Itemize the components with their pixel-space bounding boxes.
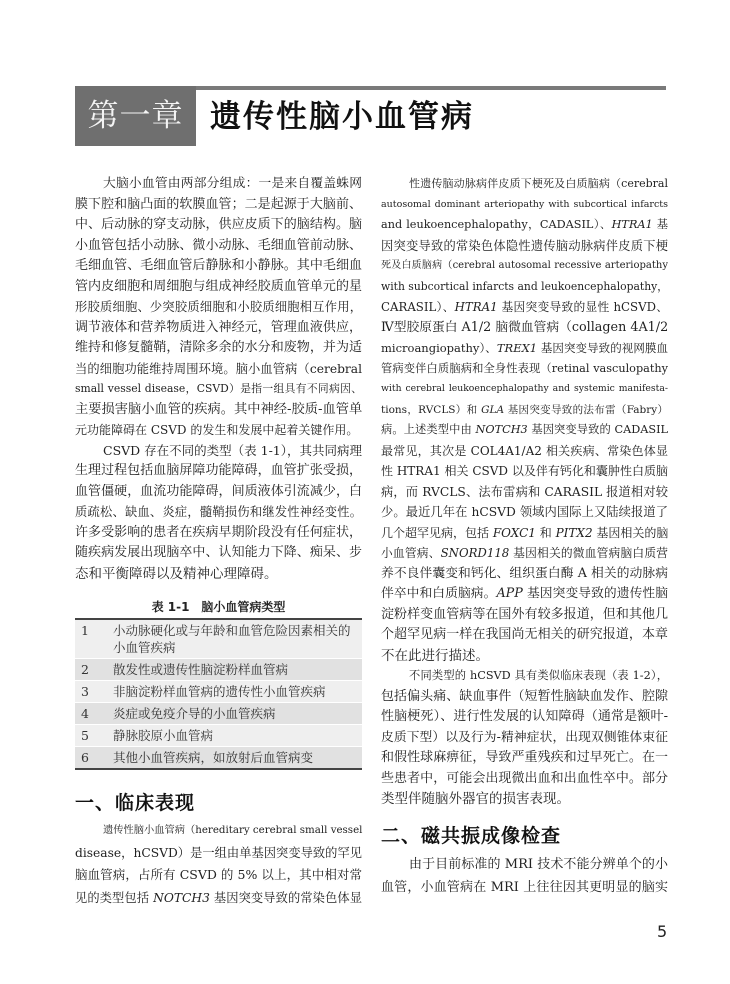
section-heading-clinical: 一、临床表现 <box>75 792 196 814</box>
text-segment: 个超罕见病一样在我国尚无相关的研究报道，本章 <box>381 627 668 642</box>
body-paragraph <box>75 174 362 441</box>
text-segment: and leukoencephalopathy，CADASIL）、 <box>381 218 612 231</box>
row-number: 1 <box>81 623 89 638</box>
text-line <box>381 338 668 359</box>
table-row <box>75 725 362 747</box>
row-number: 4 <box>81 706 89 721</box>
table-caption-number: 表 1-1 <box>151 600 190 614</box>
text-segment: tions，RVCLS）和 <box>381 403 482 416</box>
page-number: 5 <box>657 922 668 941</box>
text-line <box>381 277 668 298</box>
text-segment: 质疏松、缺血、炎症，髓鞘损伤和继发性神经变性。 <box>75 505 362 519</box>
body-paragraph <box>381 666 668 810</box>
text-line <box>381 482 668 503</box>
text-segment: 见的类型包括 <box>75 890 154 905</box>
text-line <box>75 461 362 482</box>
text-segment: 基因突变导致的 CADASIL <box>527 423 669 436</box>
text-line <box>75 297 362 318</box>
text-line <box>75 441 362 462</box>
text-line <box>381 236 668 257</box>
text-segment: 生理过程包括血脑屏障功能障碍，血管扩张受损， <box>75 463 362 478</box>
text-segment: microangiopathy）、 <box>381 341 497 355</box>
text-line <box>75 864 362 887</box>
text-segment: with subcortical infarcts and leukoencephalopathy， <box>381 279 668 293</box>
text-line <box>381 461 668 482</box>
text-line <box>381 543 668 564</box>
text-line <box>75 543 362 564</box>
text-line <box>381 174 668 195</box>
text-line <box>381 625 668 646</box>
gene-name: FOXC1 <box>492 525 536 540</box>
right-column-bottom <box>381 854 668 899</box>
text-segment: autosomal dominant arteriopathy with subcortical infarcts <box>381 198 668 210</box>
gene-name: NOTCH3 <box>475 423 528 436</box>
text-segment: 态和平衡障碍以及精神心理障碍。 <box>75 565 278 582</box>
gene-name: HTRA1 <box>454 300 498 314</box>
text-segment: 不在此进行描述。 <box>381 647 489 664</box>
text-segment: 当的细胞功能维持周围环境。脑小血管病（cerebral <box>75 361 362 376</box>
table-row <box>75 681 362 703</box>
table-row <box>75 619 362 659</box>
text-segment: 脑血管病，占所有 CSVD 的 5% 以上，其中相对常 <box>75 867 362 883</box>
text-segment: 随疾病发展出现脑卒中、认知能力下降、痴呆、步 <box>75 545 362 560</box>
text-line <box>75 842 362 865</box>
text-segment: 性 HTRA1 相关 CSVD 以及伴有钙化和囊肿性白质脑 <box>381 464 668 478</box>
text-segment: 最常见，其次是 COL4A1/A2 相关疾病、常染色体显 <box>381 443 668 458</box>
row-number: 2 <box>81 662 89 677</box>
text-line <box>75 236 362 257</box>
text-segment: 基因相关的脑 <box>592 525 669 540</box>
text-line <box>75 215 362 236</box>
text-line <box>381 646 668 667</box>
gene-name: HTRA1 <box>611 218 653 231</box>
text-segment: 和假性球麻痹征，导致严重残疾和过早死亡。在一 <box>381 750 668 765</box>
right-column <box>381 174 668 810</box>
row-text: 其他小血管疾病，如放射后血管病变 <box>113 750 314 765</box>
text-line <box>75 174 362 195</box>
text-line <box>381 584 668 605</box>
row-number: 3 <box>81 684 89 699</box>
text-line <box>75 359 362 380</box>
text-segment: 血管僵硬，血流功能障碍，间质液体引流减少，白 <box>75 483 362 499</box>
text-segment: 大脑小血管由两部分组成：一是来自覆盖蛛网 <box>103 176 362 191</box>
text-segment: 基因突变导致的法布雷（Fabry） <box>504 403 669 416</box>
row-text: 小动脉硬化或与年龄和血管危险因素相关的小血管疾病 <box>113 623 351 655</box>
row-text: 非脑淀粉样血管病的遗传性小血管疾病 <box>113 684 326 699</box>
text-line <box>381 297 668 318</box>
text-line <box>381 789 668 810</box>
text-line <box>75 379 362 400</box>
text-line <box>381 666 668 687</box>
text-segment: CSVD 存在不同的类型（表 1-1），其共同病理 <box>103 442 363 458</box>
chapter-label: 第一章 <box>75 86 196 146</box>
text-line <box>381 854 668 877</box>
gene-name: GLA <box>481 403 505 416</box>
table-caption <box>75 598 362 615</box>
text-line <box>381 420 668 441</box>
text-segment: 和 <box>535 525 556 540</box>
text-segment: 包括偏头痛、缺血事件（短暂性脑缺血发作、腔隙 <box>381 688 668 704</box>
text-line <box>381 877 668 900</box>
text-segment: 管内皮细胞和周细胞与组成神经胶质血管单元的星 <box>75 278 362 294</box>
body-paragraph <box>75 819 362 909</box>
row-text: 炎症或免疫介导的小血管疾病 <box>113 706 276 721</box>
gene-name: SNORD118 <box>440 546 510 560</box>
text-segment: 基因相关的微血管病脑白质营 <box>509 546 668 560</box>
body-paragraph <box>75 441 362 585</box>
text-segment: 膜下腔和脑凸面的软膜血管；二是起源于大脑前、 <box>75 196 362 212</box>
text-segment: 淀粉样变血管病等在国外有较多报道，但和其他几 <box>381 606 668 622</box>
text-line <box>75 420 362 441</box>
row-number: 6 <box>81 750 89 765</box>
left-column <box>75 174 362 584</box>
text-segment: 几个超罕见病，包括 <box>381 525 493 540</box>
text-segment: 遗传性脑小血管病（hereditary cerebral small vessel <box>103 824 363 836</box>
text-line <box>381 748 668 769</box>
text-line <box>381 359 668 380</box>
row-text: 静脉胶原小血管病 <box>113 728 214 743</box>
text-line <box>75 195 362 216</box>
text-segment: 主要损害脑小血管的疾病。其中神经-胶质-血管单 <box>75 401 363 417</box>
chapter-title: 遗传性脑小血管病 <box>210 99 474 135</box>
text-segment: 类型伴随脑外器官的损害表现。 <box>381 791 570 807</box>
text-segment: 皮质下型）以及行为-精神症状，出现双侧锥体束征 <box>381 729 668 745</box>
text-segment: 死及白质脑病（cerebral autosomal recessive arteriopathy <box>381 260 668 271</box>
text-segment: 小血管包括小动脉、微小动脉、毛细血管前动脉、 <box>75 237 362 253</box>
text-segment: 许多受影响的患者在疾病早期阶段没有任何症状， <box>75 524 362 540</box>
text-line <box>75 523 362 544</box>
text-line <box>381 318 668 339</box>
gene-name: NOTCH3 <box>153 890 210 905</box>
chapter-rule <box>196 86 666 90</box>
section-heading-mri: 二、磁共振成像检查 <box>381 825 562 847</box>
text-line <box>381 564 668 585</box>
text-segment: Ⅳ型胶原蛋白 A1/2 脑微血管病（collagen 4A1/2 <box>381 319 669 335</box>
gene-name: PITX2 <box>555 525 593 540</box>
text-segment: 形胶质细胞、少突胶质细胞和小胶质细胞相互作用， <box>75 300 362 314</box>
text-segment: 基 <box>652 218 668 231</box>
text-segment: 不同类型的 hCSVD 具有类似临床表现（表 1-2）， <box>409 669 668 682</box>
text-line <box>381 769 668 790</box>
text-segment: 性脑梗死）、进行性发展的认知障碍（通常是额叶- <box>381 709 668 724</box>
text-segment: 基因突变导致的视网膜血 <box>537 341 669 355</box>
text-line <box>75 502 362 523</box>
text-segment: 由于目前标准的 MRI 技术不能分辨单个的小 <box>409 857 668 872</box>
text-segment: disease，hCSVD）是一组由单基因突变导致的罕见 <box>75 845 362 860</box>
text-segment: 养不良伴囊变和钙化、组织蛋白酶 A 相关的动脉病 <box>381 565 668 581</box>
row-text: 散发性或遗传性脑淀粉样血管病 <box>113 662 289 677</box>
text-segment: 血管，小血管病在 MRI 上往往因其更明显的脑实 <box>381 879 668 895</box>
text-line <box>381 400 668 421</box>
body-paragraph <box>381 854 668 899</box>
text-line <box>75 318 362 339</box>
text-segment: 伴卒中和白质脑病。 <box>381 586 497 601</box>
table-row <box>75 659 362 681</box>
text-line <box>75 887 362 910</box>
text-line <box>381 256 668 277</box>
text-line <box>75 338 362 359</box>
text-line <box>75 400 362 421</box>
row-number: 5 <box>81 728 89 743</box>
table-row <box>75 703 362 725</box>
text-segment: 小血管病、 <box>381 546 441 560</box>
text-segment: 维持和修复髓鞘，清除多余的水分和废物，并为适 <box>75 340 362 355</box>
text-segment: 中、后动脉的穿支动脉，供应皮质下的脑结构。脑 <box>75 217 362 232</box>
text-line <box>75 482 362 503</box>
text-segment: 性遗传脑动脉病伴皮质下梗死及白质脑病（cerebral <box>409 177 668 190</box>
text-segment: 些患者中，可能会出现微出血和出血性卒中。部分 <box>381 770 668 786</box>
text-segment: small vessel disease，CSVD）是指一组具有不同病因、 <box>75 382 362 395</box>
text-segment: 调节液体和营养物质进入神经元，管理血液供应， <box>75 319 362 335</box>
text-segment: 基因突变导致的遗传性脑 <box>522 586 668 601</box>
left-column-bottom <box>75 819 362 909</box>
text-line <box>381 379 668 400</box>
body-paragraph <box>381 174 668 666</box>
text-segment: 管病变伴白质脑病和全身性表现（retinal vasculopathy <box>381 361 668 375</box>
text-line <box>75 256 362 277</box>
text-segment: 病，而 RVCLS、法布雷病和 CARASIL 报道相对较 <box>381 484 668 499</box>
text-segment: 病。上述类型中由 <box>381 423 476 436</box>
text-segment: 基因突变导致的常染色体显 <box>209 890 362 905</box>
text-line <box>381 523 668 544</box>
text-segment: 毛细血管、毛细血管后静脉和小静脉。其中毛细血 <box>75 258 362 273</box>
text-line <box>75 819 362 842</box>
text-line <box>75 564 362 585</box>
csvd-types-table <box>75 618 362 770</box>
text-line <box>381 728 668 749</box>
gene-name: APP <box>496 586 523 601</box>
text-segment: 基因突变导致的显性 hCSVD、 <box>497 300 668 314</box>
text-segment: 因突变导致的常染色体隐性遗传脑动脉病伴皮质下梗 <box>381 238 668 253</box>
gene-name: TREX1 <box>496 341 538 355</box>
text-segment: 少。最近几年在 hCSVD 领域内国际上又陆续报道了 <box>381 505 668 519</box>
table-caption-title: 脑小血管病类型 <box>201 600 286 614</box>
table-row <box>75 747 362 770</box>
text-line <box>381 195 668 216</box>
text-segment: with cerebral leukoencephalopathy and systemic manifesta- <box>381 383 668 394</box>
text-line <box>381 605 668 626</box>
text-line <box>381 502 668 523</box>
text-line <box>381 707 668 728</box>
text-line <box>381 215 668 236</box>
text-line <box>381 441 668 462</box>
text-segment: 元功能障碍在 CSVD 的发生和发展中起着关键作用。 <box>75 423 359 437</box>
text-segment: CARASIL）、 <box>381 300 455 314</box>
text-line <box>381 687 668 708</box>
text-line <box>75 277 362 298</box>
